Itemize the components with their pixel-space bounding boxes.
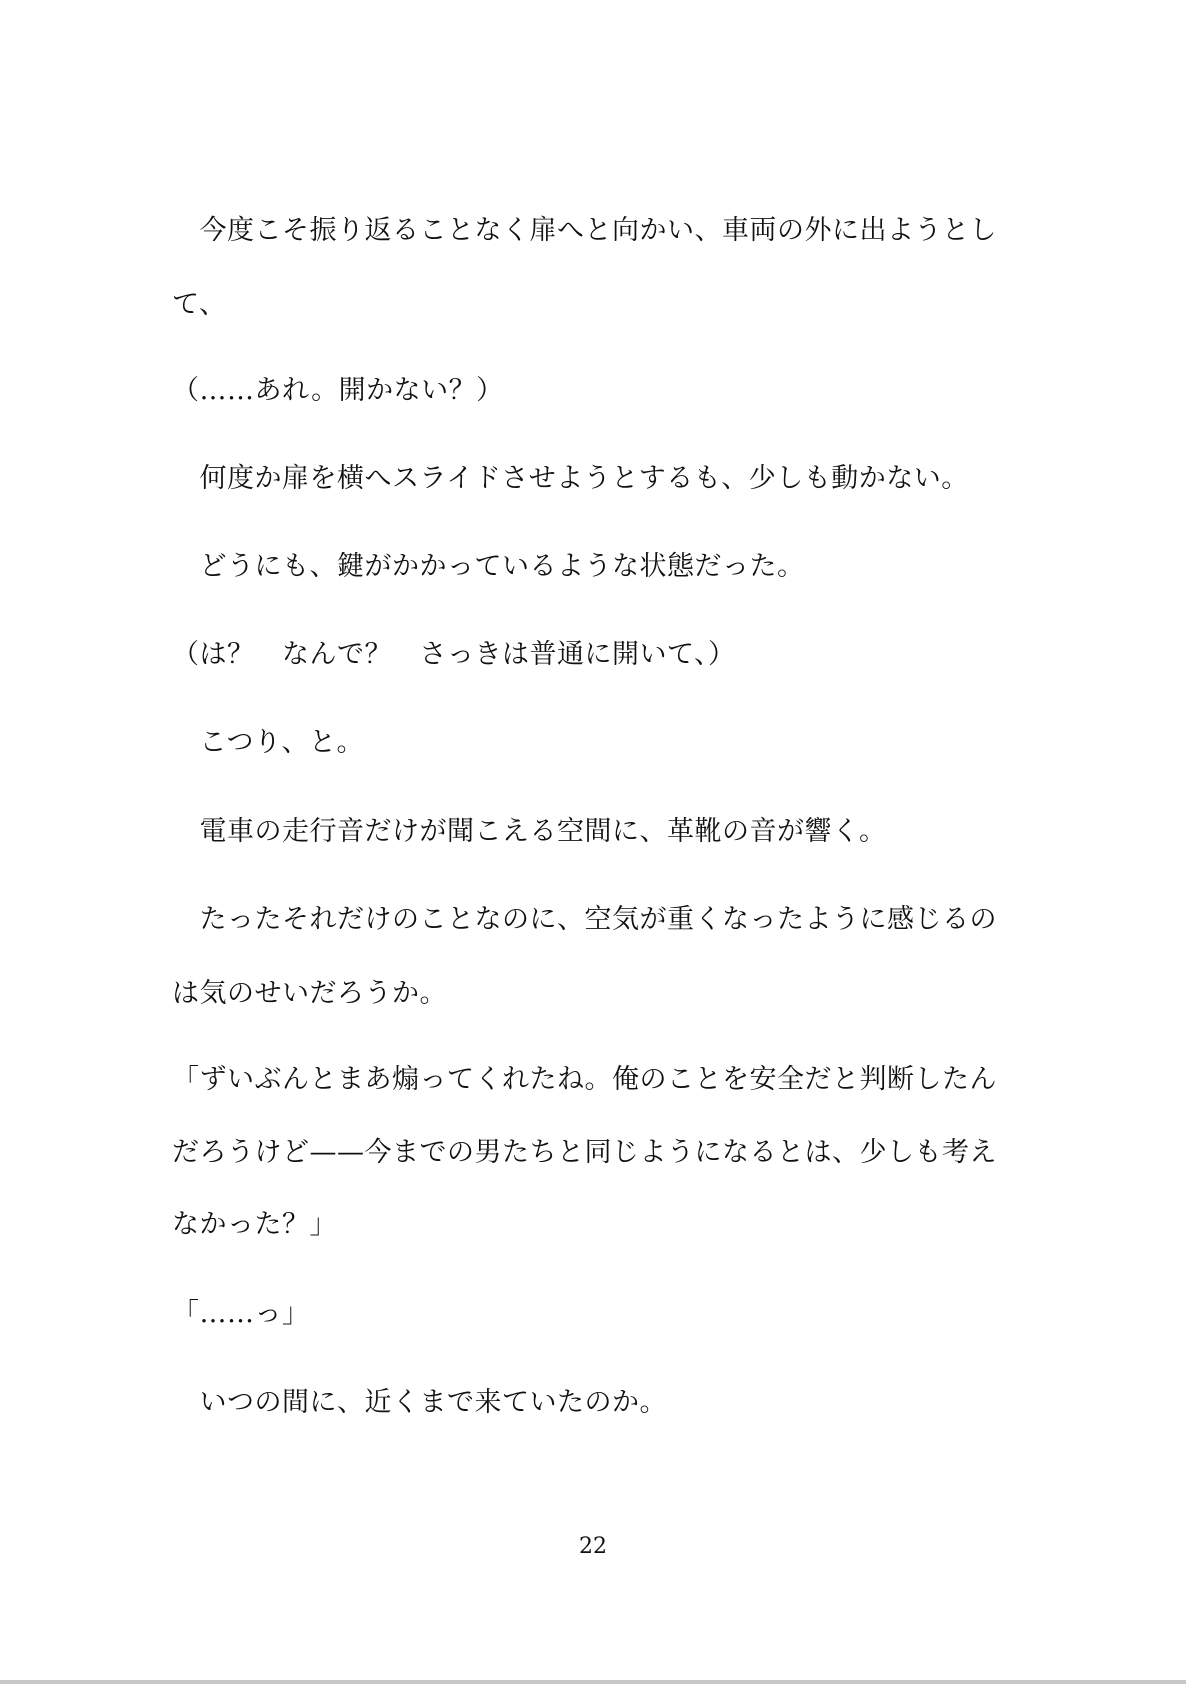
page-number: 22 bbox=[579, 1534, 607, 1559]
text-line: 電車の走行音だけが聞こえる空間に、革靴の音が響く。 bbox=[172, 816, 887, 847]
text-line: 何度か扉を横へスライドさせようとするも、少しも動かない。 bbox=[172, 463, 969, 494]
page-bottom-border bbox=[0, 1680, 1186, 1684]
text-line: 「ずいぶんとまあ煽ってくれたね。俺のことを安全だと判断したん bbox=[172, 1064, 997, 1095]
text-line: は気のせいだろうか。 bbox=[172, 978, 447, 1009]
text-line: いつの間に、近くまで来ていたのか。 bbox=[172, 1387, 667, 1418]
text-line: こつり、と。 bbox=[172, 727, 364, 758]
text-line: 「……っ」 bbox=[172, 1298, 310, 1329]
text-line: だろうけど——今までの男たちと同じようになるとは、少しも考え bbox=[172, 1137, 997, 1168]
text-line: たったそれだけのことなのに、空気が重くなったように感じるの bbox=[172, 904, 997, 935]
text-line: なかった？」 bbox=[172, 1209, 337, 1240]
text-line: （は？ なんで？ さっきは普通に開いて、） bbox=[172, 639, 736, 670]
text-line: て、 bbox=[172, 289, 227, 320]
text-line: （……あれ。開かない？） bbox=[172, 375, 504, 406]
text-line: どうにも、鍵がかかっているような状態だった。 bbox=[172, 551, 805, 582]
text-line: 今度こそ振り返ることなく扉へと向かい、車両の外に出ようとし bbox=[172, 215, 997, 246]
